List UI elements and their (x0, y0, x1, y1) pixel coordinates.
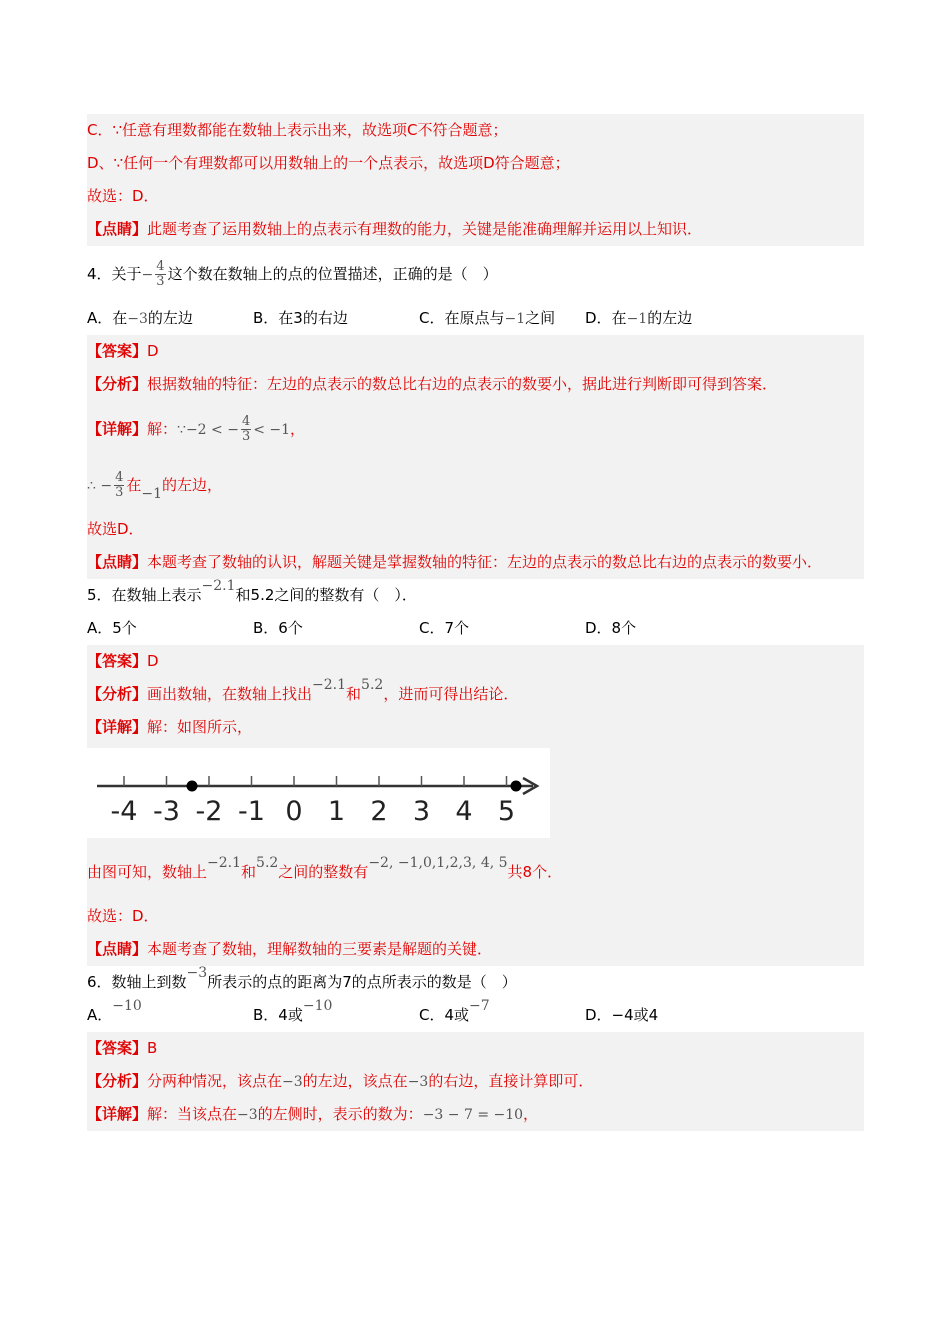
tick-label-1: -3 (153, 796, 180, 827)
result-math-b: 5.2 (256, 855, 279, 871)
analysis-math-b: 5.2 (361, 677, 384, 693)
q4-stem-pre: 4．关于 (87, 265, 142, 283)
analysis-post: 的右边，直接计算即可． (428, 1072, 594, 1090)
analysis-and: 和 (346, 685, 362, 703)
q6-option-c-math: −7 (469, 998, 490, 1014)
detail-equation: −3 − 7 = −10 (422, 1107, 524, 1123)
q4-option-c-post: 之间 (525, 309, 556, 327)
document-page (87, 114, 864, 1131)
tick-label-5: 1 (327, 796, 346, 827)
tick-label-6: 2 (370, 796, 388, 827)
q5-detail (87, 711, 860, 744)
number-line-svg (87, 748, 550, 838)
result-mid: 之间的整数有 (278, 863, 369, 881)
detail-pre: 解： (147, 420, 178, 438)
tick-label-0: -4 (110, 796, 138, 827)
answer-tag: 【答案】 (87, 342, 148, 360)
q4-frac-den: 3 (156, 274, 165, 289)
result-math-a: −2.1 (207, 855, 242, 871)
q4-option-a-post: 的左边 (147, 309, 193, 327)
q4-frac-sign: − (141, 267, 154, 283)
q6-analysis (87, 1065, 860, 1098)
therefore-frac-num: 4 (115, 470, 124, 485)
analysis-math-a: −3 (282, 1074, 303, 1090)
point-5-2 (511, 781, 522, 792)
tick-label-9: 5 (497, 796, 516, 827)
q6-options (87, 999, 864, 1032)
comment-tag: 【点睛】 (87, 940, 148, 958)
result-and: 和 (241, 863, 257, 881)
detail-math-a: ∵−2 < − (177, 422, 239, 438)
q6-option-b-math: −10 (302, 998, 333, 1014)
result-list: −2, −1,0,1,2,3, 4, 5 (368, 855, 508, 871)
detail-tag: 【详解】 (87, 420, 148, 438)
tick-label-7: 3 (412, 796, 431, 827)
therefore-frac-den: 3 (115, 485, 124, 500)
q5-answer (87, 645, 860, 678)
q4-option-d-post: 的左边 (647, 309, 693, 327)
q4-choose: 故选D． (87, 520, 144, 538)
detail-math-b: < −1 (253, 422, 291, 438)
q3-solution-box (87, 114, 864, 246)
q6-option-a (87, 999, 253, 1032)
answer-value: D (147, 342, 159, 360)
q6-stem-math: −3 (186, 965, 208, 981)
therefore-pre: ∴ − (87, 478, 113, 494)
therefore-fraction (114, 471, 124, 500)
q5-result (87, 844, 860, 900)
q4-stem-post: 这个数在数轴上的点的位置描述，正确的是（ ） (167, 265, 498, 283)
number-line-labels (111, 796, 516, 827)
analysis-tag: 【分析】 (87, 1072, 148, 1090)
q4-answer (87, 335, 860, 368)
q6-answer (87, 1032, 860, 1065)
q4-option-a-math: −3 (127, 311, 148, 327)
detail-pre: 解：当该点在 (147, 1105, 238, 1123)
q6-option-c-pre: C．4或 (419, 1006, 470, 1024)
analysis-text: 根据数轴的特征：左边的点表示的数总比右边的点表示的数要小，据此进行判断即可得到答案． (147, 375, 778, 393)
q4-therefore (87, 457, 860, 513)
q4-options (87, 302, 864, 335)
q4-option-c-pre: C．在原点与 (419, 309, 505, 327)
tick-label-8: 4 (455, 796, 473, 827)
result-post: 共8个． (507, 863, 563, 881)
q5-stem-pre: 5．在数轴上表示 (87, 586, 202, 604)
detail-frac-den: 3 (241, 429, 251, 444)
q5-choose: 故选：D． (87, 907, 159, 925)
q6-solution-box (87, 1032, 864, 1131)
q6-option-b (253, 999, 419, 1032)
q5-solution-box (87, 645, 864, 966)
q5-option-a: A．5个 (87, 619, 137, 637)
q4-solution-box (87, 335, 864, 579)
comment-text: 本题考查了数轴，理解数轴的三要素是解题的关键． (147, 940, 493, 958)
point-minus-2-1 (187, 781, 198, 792)
comment-text: 此题考查了运用数轴上的点表示有理数的能力，关键是能准确理解并运用以上知识． (147, 220, 703, 238)
answer-tag: 【答案】 (87, 1039, 148, 1057)
answer-tag: 【答案】 (87, 652, 148, 670)
number-line-figure (87, 748, 550, 838)
comment-text: 本题考查了数轴的认识，解题关键是掌握数轴的特征：左边的点表示的数总比右边的点表示的数要小． (147, 553, 823, 571)
detail-fraction (241, 415, 251, 444)
q6-detail (87, 1098, 860, 1131)
detail-end: ， (290, 420, 306, 438)
comment-tag: 【点睛】 (87, 553, 148, 571)
q5-option-b: B．6个 (253, 619, 303, 637)
q3-option-d-note: D、∵任何一个有理数都可以用数轴上的一个点表示，故选项D符合题意； (87, 154, 570, 172)
analysis-pre: 画出数轴，在数轴上找出 (147, 685, 313, 703)
analysis-tag: 【分析】 (87, 375, 148, 393)
q6-option-d-pre: D．−4或4 (585, 1006, 659, 1024)
q6-option-a-pre: A． (87, 1006, 113, 1024)
q3-choose: 故选：D． (87, 187, 159, 205)
therefore-post: 的左边， (162, 476, 223, 494)
tick-label-3: -1 (238, 796, 265, 827)
q6-stem (87, 966, 864, 999)
analysis-math-a: −2.1 (312, 677, 347, 693)
q5-option-c: C．7个 (419, 619, 470, 637)
analysis-mid: 的左边，该点在 (302, 1072, 408, 1090)
q4-option-a-pre: A．在 (87, 309, 128, 327)
detail-tag: 【详解】 (87, 1105, 148, 1123)
q4-detail (87, 401, 860, 457)
q5-analysis (87, 678, 860, 711)
q4-option-c-math: −1 (504, 311, 526, 327)
q5-comment (87, 933, 860, 966)
comment-tag: 【点睛】 (87, 220, 148, 238)
q5-stem (87, 579, 864, 612)
result-pre: 由图可知，数轴上 (87, 863, 208, 881)
q5-option-d: D．8个 (585, 619, 637, 637)
q4-stem (87, 246, 864, 302)
q5-options (87, 612, 864, 645)
tick-label-4: 0 (285, 796, 303, 827)
q6-stem-post: 所表示的点的距离为7的点所表示的数是（ ） (207, 973, 517, 991)
q4-option-d-math: −1 (626, 311, 648, 327)
detail-tag: 【详解】 (87, 718, 148, 736)
q6-option-b-pre: B．4或 (253, 1006, 303, 1024)
detail-math: −3 (237, 1107, 258, 1123)
q4-option-b-pre: B．在3的右边 (253, 309, 348, 327)
q4-option-d-pre: D．在 (585, 309, 627, 327)
analysis-math-b: −3 (407, 1074, 429, 1090)
q4-comment (87, 546, 860, 579)
q4-option-a (87, 302, 253, 335)
q5-stem-math: −2.1 (201, 578, 236, 594)
q4-analysis (87, 368, 860, 401)
q4-option-b (253, 302, 419, 335)
detail-mid: 的左侧时，表示的数为： (257, 1105, 423, 1123)
analysis-post: ，进而可得出结论． (383, 685, 519, 703)
detail-end: ， (523, 1105, 539, 1123)
q6-option-c (419, 999, 585, 1032)
q4-option-d (585, 302, 751, 335)
q4-frac-num: 4 (156, 259, 165, 274)
q3-comment (87, 213, 860, 246)
q6-option-d (585, 999, 751, 1032)
number-line-ticks (124, 776, 507, 786)
detail-frac-num: 4 (241, 414, 251, 429)
therefore-mid: 在 (126, 476, 142, 494)
detail-text: 解：如图所示， (147, 718, 253, 736)
tick-label-2: -2 (195, 796, 223, 827)
q6-stem-pre: 6．数轴上到数 (87, 973, 187, 991)
q5-stem-mid: 和5.2之间的整数有（ ）． (235, 586, 417, 604)
q6-option-a-math: −10 (112, 998, 142, 1014)
q3-option-c-note: C．∵任意有理数都能在数轴上表示出来，故选项C不符合题意； (87, 121, 508, 139)
analysis-tag: 【分析】 (87, 685, 148, 703)
q4-option-c (419, 302, 585, 335)
answer-value: D (147, 652, 159, 670)
analysis-pre: 分两种情况，该点在 (147, 1072, 283, 1090)
q4-fraction (155, 260, 165, 289)
answer-value: B (147, 1039, 158, 1057)
therefore-math: −1 (141, 486, 163, 502)
